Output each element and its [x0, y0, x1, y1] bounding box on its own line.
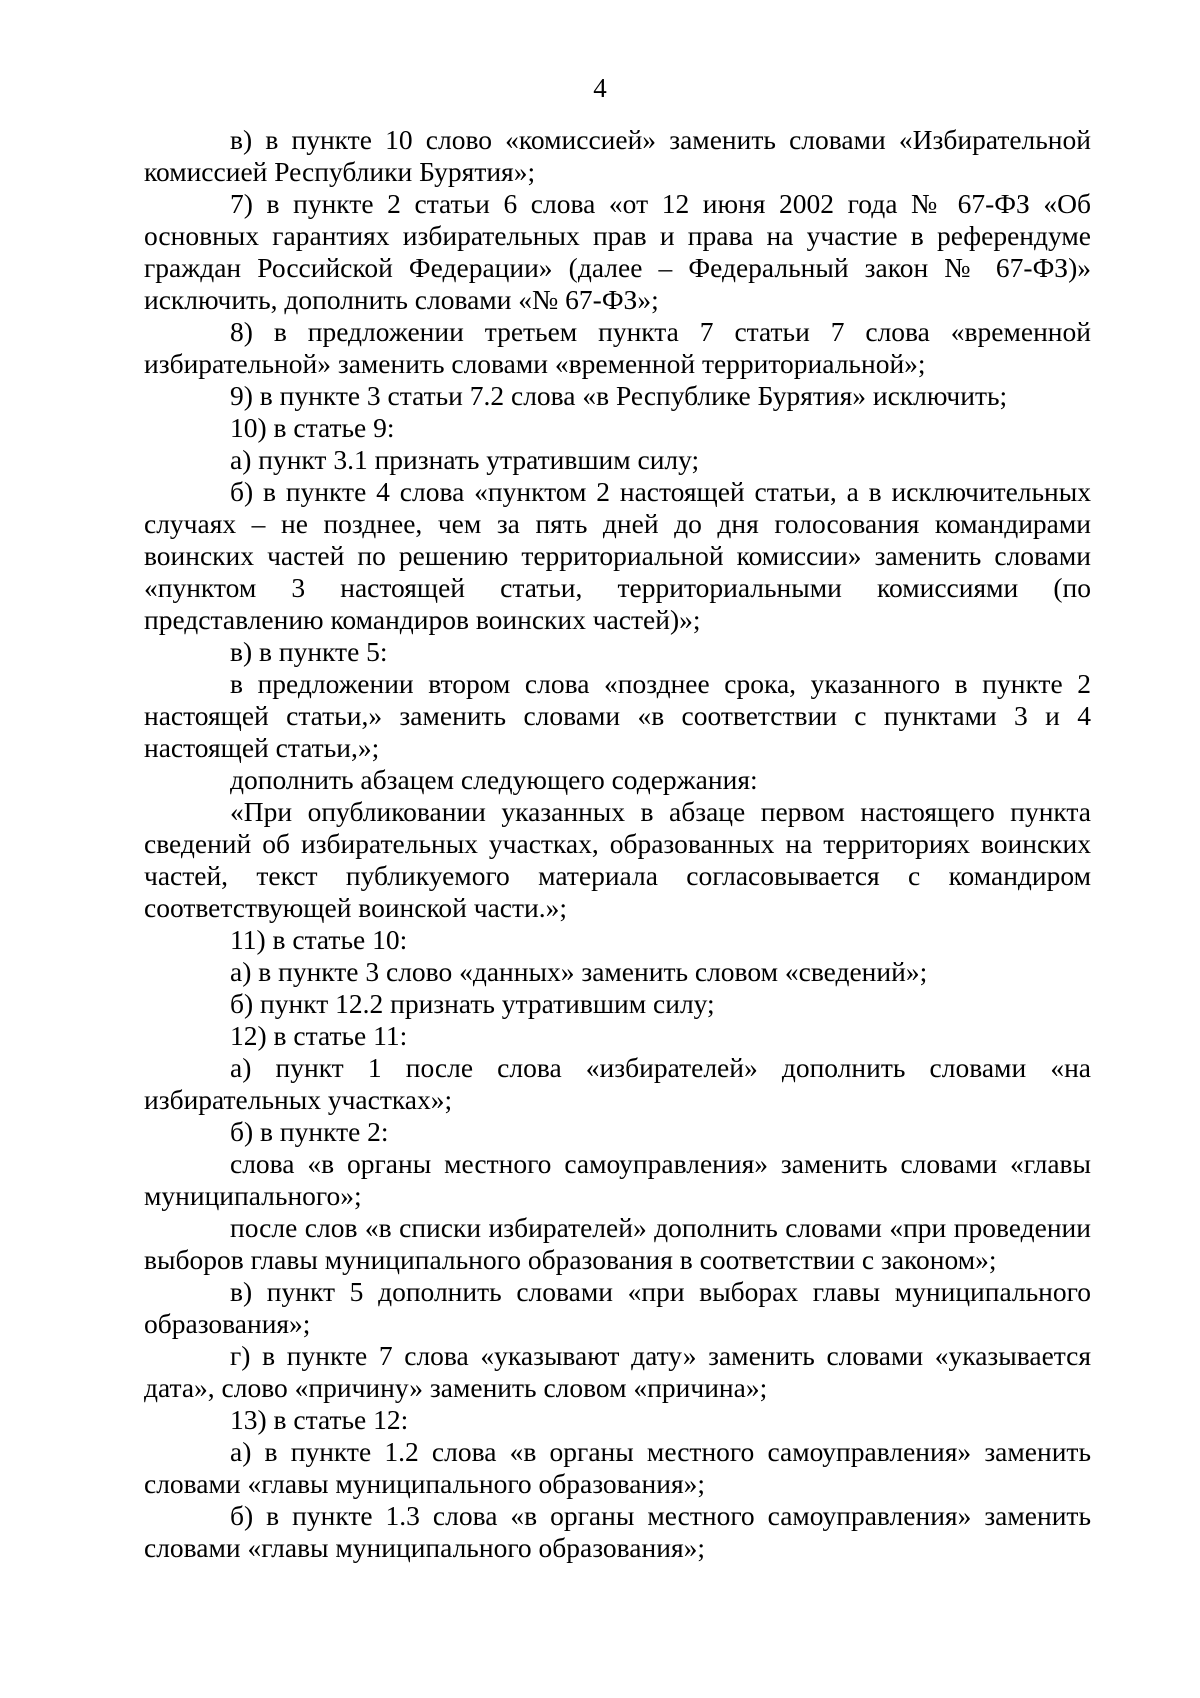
- page-number: 4: [593, 73, 607, 103]
- paragraph: слова «в органы местного самоуправления» заменить словами «главы муниципального»;: [144, 1148, 1091, 1211]
- paragraph: г) в пункте 7 слова «указывают дату» заменить словами «указывается дата», слово «причину» заменить словом «причина»;: [144, 1340, 1091, 1403]
- paragraph: 12) в статье 11:: [230, 1020, 408, 1051]
- paragraph: б) в пункте 4 слова «пунктом 2 настоящей статьи, а в исключительных случаях – не позднее, чем за пять дней до дня голосования командирами воинских частей по решению территориальной комиссии» заменить словами «пунктом 3 настоящей статьи, территориальными комиссиями (по представлению командиров воинских частей)»;: [144, 476, 1091, 635]
- paragraph: «При опубликовании указанных в абзаце первом настоящего пункта сведений об избирательных участках, образованных на территориях воинских частей, текст публикуемого материала согласовывается с командиром соответствующей воинской части.»;: [144, 796, 1091, 923]
- paragraph: б) в пункте 1.3 слова «в органы местного самоуправления» заменить словами «главы муниципального образования»;: [144, 1500, 1091, 1563]
- paragraph: а) пункт 1 после слова «избирателей» дополнить словами «на избирательных участках»;: [144, 1052, 1091, 1115]
- paragraph: 10) в статье 9:: [230, 412, 395, 443]
- paragraph: а) в пункте 3 слово «данных» заменить словом «сведений»;: [230, 956, 928, 987]
- paragraph: в) в пункте 5:: [230, 636, 388, 667]
- paragraph: 7) в пункте 2 статьи 6 слова «от 12 июня 2002 года № 67-ФЗ «Об основных гарантиях избирательных прав и права на участие в референдуме граждан Российской Федерации» (далее – Федеральный закон № 67-ФЗ)» исключить, дополнить словами «№ 67-ФЗ»;: [144, 188, 1091, 315]
- paragraph: б) пункт 12.2 признать утратившим силу;: [230, 988, 715, 1019]
- paragraph: в) пункт 5 дополнить словами «при выборах главы муниципального образования»;: [144, 1276, 1091, 1339]
- paragraph: а) в пункте 1.2 слова «в органы местного самоуправления» заменить словами «главы муниципального образования»;: [144, 1436, 1091, 1499]
- paragraph: а) пункт 3.1 признать утратившим силу;: [230, 444, 700, 475]
- paragraph: в предложении втором слова «позднее срока, указанного в пункте 2 настоящей статьи,» заменить словами «в соответствии с пунктами 3 и 4 настоящей статьи,»;: [144, 668, 1091, 763]
- paragraph: 11) в статье 10:: [230, 924, 408, 955]
- paragraph: 8) в предложении третьем пункта 7 статьи 7 слова «временной избирательной» заменить словами «временной территориальной»;: [144, 316, 1091, 379]
- paragraph: б) в пункте 2:: [230, 1116, 389, 1147]
- document-body: [144, 124, 1091, 1564]
- paragraph: 13) в статье 12:: [230, 1404, 409, 1435]
- paragraph: 9) в пункте 3 статьи 7.2 слова «в Республике Бурятия» исключить;: [230, 380, 1008, 411]
- paragraph: в) в пункте 10 слово «комиссией» заменить словами «Избирательной комиссией Республики Бурятия»;: [144, 124, 1091, 187]
- paragraph: дополнить абзацем следующего содержания:: [230, 764, 758, 795]
- paragraph: после слов «в списки избирателей» дополнить словами «при проведении выборов главы муниципального образования в соответствии с законом»;: [144, 1212, 1091, 1275]
